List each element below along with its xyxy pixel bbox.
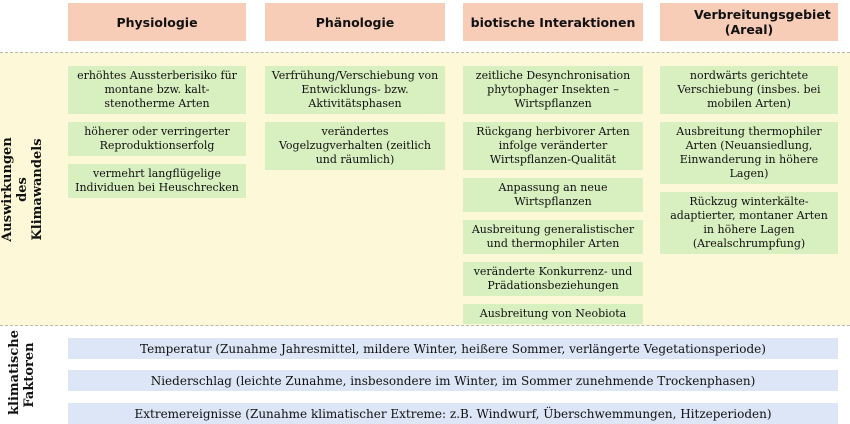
impact-box: vermehrt langflügelige Individuen bei Heuschrecken [68, 164, 246, 198]
impact-box: Verfrühung/Verschiebung von Entwicklungs- bzw. Aktivitätsphasen [265, 66, 445, 114]
impact-box: höherer oder verringerter Reproduktionserfolg [68, 122, 246, 156]
impact-box: verändertes Vogelzugverhalten (zeitlich und räumlich) [265, 122, 445, 170]
factor-extremereignisse-text: Extremereignisse (Zunahme klimatischer Extreme: z.B. Windwurf, Überschwemmungen, Hitzeperioden) [134, 406, 772, 421]
impact-box: Rückzug winterkälte-adaptierter, montaner Arten in höhere Lagen (Arealschrumpfung) [660, 192, 838, 254]
impact-box: Anpassung an neue Wirtspflanzen [463, 178, 643, 212]
impact-box: Ausbreitung von Neobiota [463, 304, 643, 324]
header-biotische-interaktionen-text: biotische Interaktionen [470, 14, 636, 30]
impact-box: erhöhtes Aussterberisiko für montane bzw. kalt-stenotherme Arten [68, 66, 246, 114]
impacts-side-label-text: Auswirkungen des Klimawandels [0, 136, 45, 242]
header-verbreitungsgebiet [660, 3, 838, 41]
factors-side-label-text: klimatische Faktoren [7, 330, 37, 415]
header-phaenologie [265, 3, 445, 41]
factor-temperatur-text: Temperatur (Zunahme Jahresmittel, mildere Winter, heißere Sommer, verlängerte Vegetationsperiode) [140, 341, 766, 356]
impact-box: nordwärts gerichtete Verschiebung (insbes. bei mobilen Arten) [660, 66, 838, 114]
header-biotische-interaktionen [463, 3, 643, 41]
impact-box: Ausbreitung thermophiler Arten (Neuansiedlung, Einwanderung in höhere Lagen) [660, 122, 838, 184]
header-verbreitungsgebiet-text: Verbreitungsgebiet (Areal) [694, 7, 831, 37]
factor-niederschlag-text: Niederschlag (leichte Zunahme, insbesondere im Winter, im Sommer zunehmende Trockenphasen) [150, 373, 756, 388]
factor-extremereignisse [68, 403, 838, 424]
header-physiologie [68, 3, 246, 41]
factor-niederschlag [68, 370, 838, 391]
column-verbreitungsgebiet [660, 66, 838, 254]
column-physiologie [68, 66, 246, 198]
column-biotische-interaktionen [463, 66, 643, 324]
column-phaenologie [265, 66, 445, 170]
header-phaenologie-text: Phänologie [315, 14, 395, 30]
impact-box: Rückgang herbivorer Arten infolge veränderter Wirtspflanzen-Qualität [463, 122, 643, 170]
impacts-side-label [0, 52, 44, 326]
impact-box: zeitliche Desynchronisation phytophager Insekten – Wirtspflanzen [463, 66, 643, 114]
factors-side-label [0, 326, 44, 424]
factor-temperatur [68, 338, 838, 359]
impact-box: veränderte Konkurrenz- und Prädationsbeziehungen [463, 262, 643, 296]
impact-box: Ausbreitung generalistischer und thermophiler Arten [463, 220, 643, 254]
header-physiologie-text: Physiologie [116, 14, 198, 30]
